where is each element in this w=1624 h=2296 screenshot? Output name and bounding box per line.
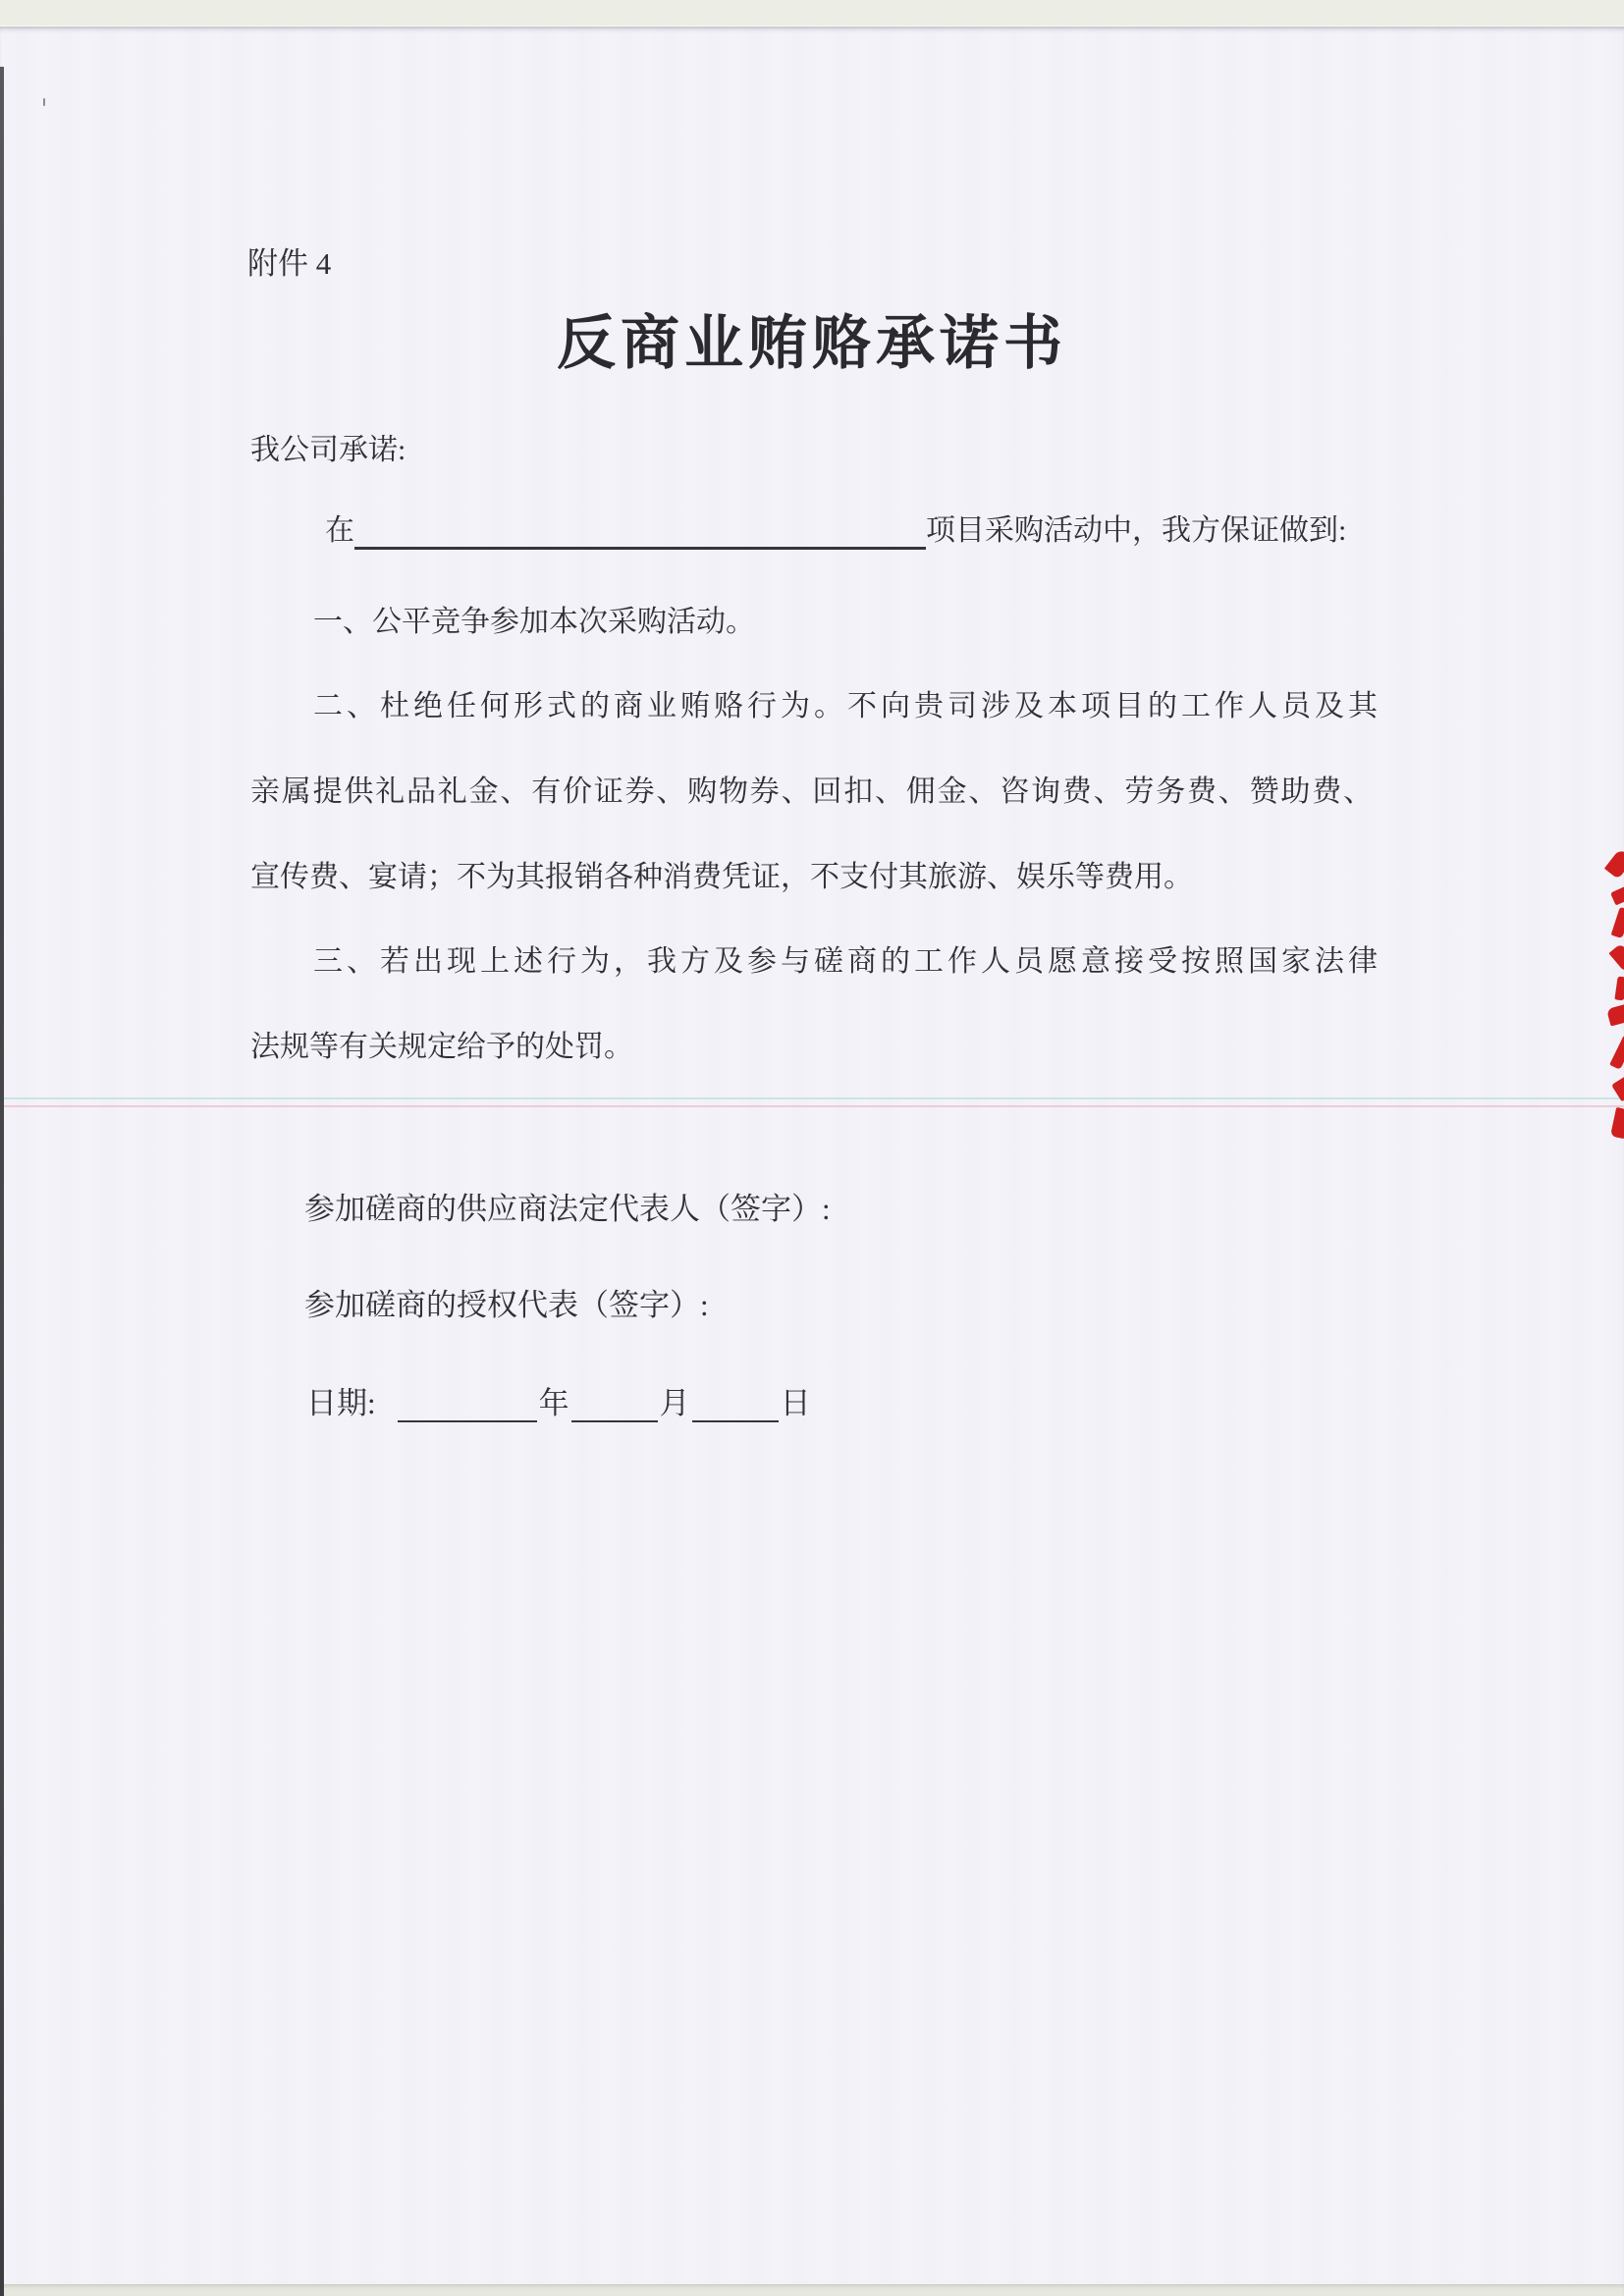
stamp-ink-mark bbox=[1609, 943, 1624, 973]
authorized-representative-signature-label: 参加磋商的授权代表（签字）: bbox=[304, 1288, 709, 1322]
stamp-ink-mark bbox=[1606, 1003, 1624, 1026]
document-title: 反商业贿赂承诺书 bbox=[557, 311, 1067, 376]
project-line-prefix: 在 bbox=[325, 514, 354, 547]
date-month-blank bbox=[571, 1391, 658, 1422]
stamp-ink-mark bbox=[1614, 976, 1624, 1000]
legal-representative-signature-label: 参加磋商的供应商法定代表人（签字）: bbox=[304, 1192, 831, 1226]
intro-line: 我公司承诺: bbox=[250, 434, 406, 466]
red-stamp-fragment bbox=[1595, 851, 1624, 1165]
clause-2-line-2: 亲属提供礼品礼金、有价证券、购物券、回扣、佣金、咨询费、劳务费、赞助费、 bbox=[250, 775, 1375, 808]
day-label: 日 bbox=[780, 1386, 811, 1420]
stamp-ink-mark bbox=[1604, 848, 1624, 880]
project-name-blank bbox=[354, 517, 926, 550]
date-year-blank bbox=[398, 1391, 537, 1422]
date-label: 日期: bbox=[306, 1386, 376, 1420]
stamp-ink-mark bbox=[1609, 1035, 1624, 1070]
document-page bbox=[0, 26, 1624, 2288]
clause-2-line-3: 宣传费、宴请；不为其报销各种消费凭证，不支付其旅游、娱乐等费用。 bbox=[250, 861, 1193, 893]
year-label: 年 bbox=[538, 1386, 569, 1420]
scan-dust-speck bbox=[43, 98, 45, 106]
project-line-suffix: 项目采购活动中，我方保证做到: bbox=[926, 514, 1347, 547]
attachment-label: 附件 4 bbox=[247, 246, 332, 281]
month-label: 月 bbox=[659, 1386, 690, 1420]
stamp-ink-mark bbox=[1611, 1076, 1624, 1101]
stamp-ink-mark bbox=[1611, 907, 1624, 938]
scan-edge-left bbox=[0, 67, 4, 2296]
clause-3-line-1: 三、若出现上述行为，我方及参与磋商的工作人员愿意接受按照国家法律 bbox=[313, 945, 1381, 978]
clause-3-line-2: 法规等有关规定给予的处罚。 bbox=[250, 1031, 633, 1063]
stamp-ink-mark bbox=[1610, 885, 1624, 906]
stamp-ink-mark bbox=[1610, 1107, 1624, 1139]
date-day-blank bbox=[692, 1391, 779, 1422]
project-fill-line bbox=[325, 511, 1346, 551]
clause-2-line-1: 二、杜绝任何形式的商业贿赂行为。不向贵司涉及本项目的工作人员及其 bbox=[313, 690, 1381, 722]
date-fill-line bbox=[306, 1384, 813, 1423]
clause-1: 一、公平竞争参加本次采购活动。 bbox=[313, 606, 755, 638]
scan-fold-line-cyan bbox=[0, 1097, 1624, 1099]
scanner-background-bottom bbox=[0, 2284, 1624, 2296]
scan-fold-line-pink bbox=[0, 1105, 1624, 1107]
